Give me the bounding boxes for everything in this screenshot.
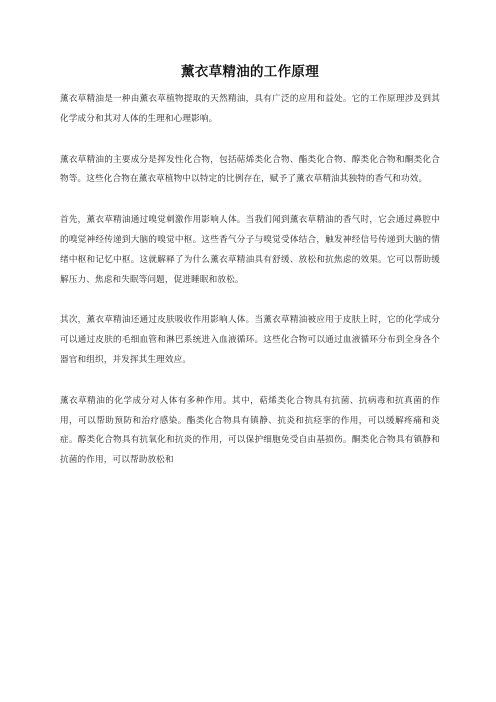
paragraph-composition: 薰衣草精油的主要成分是挥发性化合物，包括萜烯类化合物、酯类化合物、醇类化合物和酮类化合物等。这些化合物在薰衣草植物中以特定的比例存在，赋予了薰衣草精油其独特的香气和功效。 xyxy=(60,154,440,185)
paragraph-intro: 薰衣草精油是一种由薰衣草植物提取的天然精油，具有广泛的应用和益处。它的工作原理涉及到其化学成分和其对人体的生理和心理影响。 xyxy=(60,94,440,124)
paragraph-skin-absorption: 其次，薰衣草精油还通过皮肤吸收作用影响人体。当薰衣草精油被应用于皮肤上时，它的化学成分可以通过皮肤的毛细血管和淋巴系统进入血液循环。这些化合物可以通过血液循环分布到全身各个器官和组织，并发挥其生理效应。 xyxy=(60,315,440,365)
paragraph-chemical-effects: 薰衣草精油的化学成分对人体有多种作用。其中，萜烯类化合物具有抗菌、抗病毒和抗真菌的作用，可以帮助预防和治疗感染。酯类化合物具有镇静、抗炎和抗痉挛的作用，可以缓解疼痛和炎症。醇类化合物具有抗氧化和抗炎的作用，可以保护细胞免受自由基损伤。酮类化合物具有镇静和抗菌的作用，可以帮助放松和 xyxy=(60,395,440,466)
paragraph-olfactory: 首先，薰衣草精油通过嗅觉刺激作用影响人体。当我们闻到薰衣草精油的香气时，它会通过鼻腔中的嗅觉神经传递到大脑的嗅觉中枢。这些香气分子与嗅觉受体结合，触发神经信号传递到大脑的情绪中枢和记忆中枢。这就解释了为什么薰衣草精油具有舒缓、放松和抗焦虑的效果。它可以帮助缓解压力、焦虑和失眠等问题，促进睡眠和放松。 xyxy=(60,215,440,285)
document-title: 薰衣草精油的工作原理 xyxy=(181,64,319,80)
